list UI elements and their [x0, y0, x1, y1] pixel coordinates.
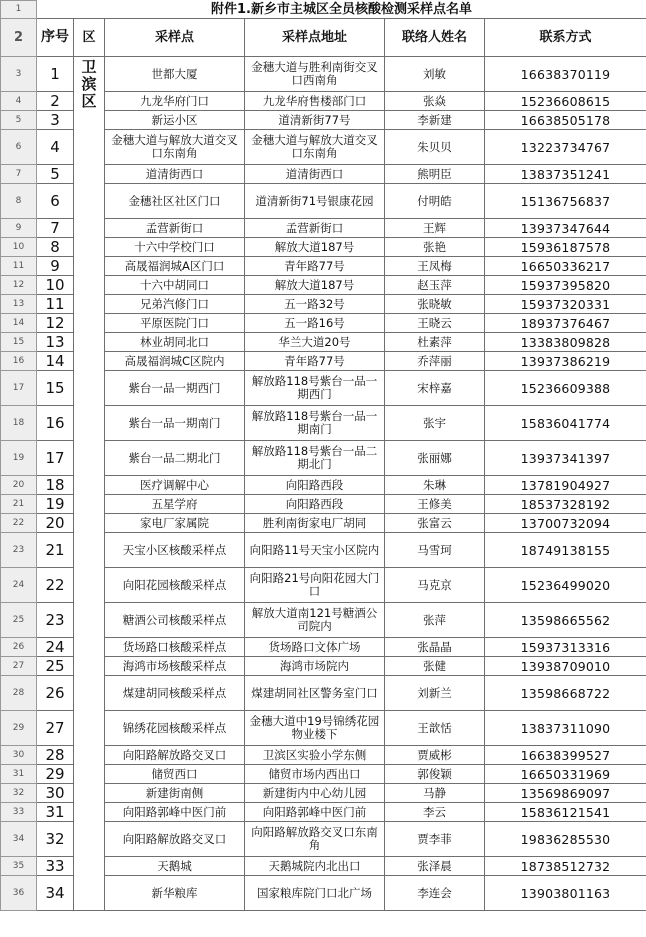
contact-cell: 王晓云	[385, 314, 485, 333]
row-number: 32	[1, 784, 37, 803]
contact-cell: 王修美	[385, 495, 485, 514]
contact-cell: 乔萍丽	[385, 352, 485, 371]
phone-cell: 18537328192	[485, 495, 646, 514]
row-number: 13	[1, 295, 37, 314]
address-cell: 海鸿市场院内	[245, 657, 385, 676]
address-cell: 向阳路郭峰中医门前	[245, 803, 385, 822]
address-cell: 青年路77号	[245, 257, 385, 276]
site-cell: 高晟福润城A区门口	[105, 257, 245, 276]
seq-cell: 7	[37, 219, 74, 238]
phone-cell: 15836121541	[485, 803, 646, 822]
contact-cell: 李新建	[385, 111, 485, 130]
site-cell: 新建街南侧	[105, 784, 245, 803]
header-seq: 序号	[37, 19, 74, 57]
seq-cell: 28	[37, 746, 74, 765]
row-number: 19	[1, 441, 37, 476]
seq-cell: 16	[37, 406, 74, 441]
row-number: 34	[1, 822, 37, 857]
contact-cell: 张宇	[385, 406, 485, 441]
seq-cell: 23	[37, 603, 74, 638]
seq-cell: 13	[37, 333, 74, 352]
seq-cell: 14	[37, 352, 74, 371]
contact-cell: 张丽娜	[385, 441, 485, 476]
contact-cell: 刘敏	[385, 57, 485, 92]
contact-cell: 熊明臣	[385, 165, 485, 184]
contact-cell: 马克京	[385, 568, 485, 603]
phone-cell: 16638370119	[485, 57, 646, 92]
site-cell: 金穗社区社区门口	[105, 184, 245, 219]
site-cell: 五星学府	[105, 495, 245, 514]
seq-cell: 8	[37, 238, 74, 257]
contact-cell: 张晶晶	[385, 638, 485, 657]
table-row	[1, 57, 646, 92]
row-number: 7	[1, 165, 37, 184]
address-cell: 向阳路解放路交叉口东南角	[245, 822, 385, 857]
site-cell: 医疗调解中心	[105, 476, 245, 495]
phone-cell: 13937341397	[485, 441, 646, 476]
row-number: 14	[1, 314, 37, 333]
header-site: 采样点	[105, 19, 245, 57]
phone-cell: 15936187578	[485, 238, 646, 257]
address-cell: 五一路16号	[245, 314, 385, 333]
phone-cell: 15937313316	[485, 638, 646, 657]
phone-cell: 15236609388	[485, 371, 646, 406]
contact-cell: 杜素萍	[385, 333, 485, 352]
address-cell: 金穗大道与解放大道交叉口东南角	[245, 130, 385, 165]
row-number: 30	[1, 746, 37, 765]
phone-cell: 13598668722	[485, 676, 646, 711]
address-cell: 道清街西口	[245, 165, 385, 184]
seq-cell: 17	[37, 441, 74, 476]
phone-cell: 19836285530	[485, 822, 646, 857]
seq-cell: 9	[37, 257, 74, 276]
seq-cell: 24	[37, 638, 74, 657]
contact-cell: 李连会	[385, 876, 485, 911]
site-cell: 糖酒公司核酸采样点	[105, 603, 245, 638]
phone-cell: 15937395820	[485, 276, 646, 295]
row-number: 1	[1, 1, 37, 19]
phone-cell: 13781904927	[485, 476, 646, 495]
row-number: 24	[1, 568, 37, 603]
address-cell: 道清新街77号	[245, 111, 385, 130]
phone-cell: 15236499020	[485, 568, 646, 603]
site-cell: 锦绣花园核酸采样点	[105, 711, 245, 746]
row-number: 16	[1, 352, 37, 371]
row-number: 15	[1, 333, 37, 352]
row-number: 10	[1, 238, 37, 257]
address-cell: 解放路118号紫台一品一期南门	[245, 406, 385, 441]
seq-cell: 29	[37, 765, 74, 784]
site-cell: 平原医院门口	[105, 314, 245, 333]
row-number: 5	[1, 111, 37, 130]
address-cell: 孟营新街口	[245, 219, 385, 238]
seq-cell: 33	[37, 857, 74, 876]
address-cell: 国家粮库院门口北广场	[245, 876, 385, 911]
row-number: 26	[1, 638, 37, 657]
contact-cell: 王凤梅	[385, 257, 485, 276]
sheet-title: 附件1.新乡市主城区全员核酸检测采样点名单	[37, 1, 646, 19]
contact-cell: 赵玉萍	[385, 276, 485, 295]
header-district: 区	[74, 19, 105, 57]
phone-cell: 15236608615	[485, 92, 646, 111]
address-cell: 卫滨区实验小学东侧	[245, 746, 385, 765]
row-number: 23	[1, 533, 37, 568]
site-cell: 海鸿市场核酸采样点	[105, 657, 245, 676]
site-cell: 储贸西口	[105, 765, 245, 784]
seq-cell: 21	[37, 533, 74, 568]
phone-cell: 13938709010	[485, 657, 646, 676]
row-number: 25	[1, 603, 37, 638]
row-number: 4	[1, 92, 37, 111]
phone-cell: 15836041774	[485, 406, 646, 441]
seq-cell: 27	[37, 711, 74, 746]
contact-cell: 张泽晨	[385, 857, 485, 876]
seq-cell: 3	[37, 111, 74, 130]
phone-cell: 16638399527	[485, 746, 646, 765]
contact-cell: 朱琳	[385, 476, 485, 495]
contact-cell: 宋梓嘉	[385, 371, 485, 406]
site-cell: 货场路口核酸采样点	[105, 638, 245, 657]
address-cell: 解放路118号紫台一品一期西门	[245, 371, 385, 406]
site-cell: 天鹅城	[105, 857, 245, 876]
row-number: 17	[1, 371, 37, 406]
row-number: 36	[1, 876, 37, 911]
header-phone: 联系方式	[485, 19, 646, 57]
phone-cell: 18738512732	[485, 857, 646, 876]
address-cell: 青年路77号	[245, 352, 385, 371]
address-cell: 向阳路西段	[245, 476, 385, 495]
district-cell: 卫滨区	[74, 57, 105, 911]
seq-cell: 34	[37, 876, 74, 911]
site-cell: 煤建胡同核酸采样点	[105, 676, 245, 711]
phone-cell: 13837311090	[485, 711, 646, 746]
contact-cell: 张健	[385, 657, 485, 676]
contact-cell: 刘新兰	[385, 676, 485, 711]
row-number: 35	[1, 857, 37, 876]
seq-cell: 5	[37, 165, 74, 184]
phone-cell: 13937386219	[485, 352, 646, 371]
site-cell: 十六中胡同口	[105, 276, 245, 295]
contact-cell: 马静	[385, 784, 485, 803]
row-number: 27	[1, 657, 37, 676]
contact-cell: 王辉	[385, 219, 485, 238]
contact-cell: 李云	[385, 803, 485, 822]
address-cell: 金穗大道中19号锦绣花园物业楼下	[245, 711, 385, 746]
site-cell: 向阳花园核酸采样点	[105, 568, 245, 603]
seq-cell: 2	[37, 92, 74, 111]
seq-cell: 10	[37, 276, 74, 295]
phone-cell: 13569869097	[485, 784, 646, 803]
seq-cell: 6	[37, 184, 74, 219]
seq-cell: 22	[37, 568, 74, 603]
contact-cell: 张富云	[385, 514, 485, 533]
address-cell: 储贸市场内西出口	[245, 765, 385, 784]
phone-cell: 13598665562	[485, 603, 646, 638]
row-number: 6	[1, 130, 37, 165]
row-number: 33	[1, 803, 37, 822]
row-number: 22	[1, 514, 37, 533]
contact-cell: 王歆恬	[385, 711, 485, 746]
phone-cell: 13903801163	[485, 876, 646, 911]
phone-cell: 15937320331	[485, 295, 646, 314]
contact-cell: 张晓敏	[385, 295, 485, 314]
seq-cell: 1	[37, 57, 74, 92]
site-cell: 家电厂家属院	[105, 514, 245, 533]
contact-cell: 付明皓	[385, 184, 485, 219]
site-cell: 高晟福润城C区院内	[105, 352, 245, 371]
site-cell: 兄弟汽修门口	[105, 295, 245, 314]
address-cell: 向阳路21号向阳花园大门口	[245, 568, 385, 603]
site-cell: 紫台一品一期西门	[105, 371, 245, 406]
contact-cell: 贾威彬	[385, 746, 485, 765]
phone-cell: 13937347644	[485, 219, 646, 238]
row-number: 8	[1, 184, 37, 219]
site-cell: 向阳路解放路交叉口	[105, 746, 245, 765]
seq-cell: 25	[37, 657, 74, 676]
site-cell: 九龙华府门口	[105, 92, 245, 111]
seq-cell: 12	[37, 314, 74, 333]
site-cell: 十六中学校门口	[105, 238, 245, 257]
phone-cell: 16650336217	[485, 257, 646, 276]
phone-cell: 16650331969	[485, 765, 646, 784]
row-number: 2	[1, 19, 37, 57]
seq-cell: 11	[37, 295, 74, 314]
site-cell: 天宝小区核酸采样点	[105, 533, 245, 568]
contact-cell: 张萍	[385, 603, 485, 638]
site-cell: 向阳路解放路交叉口	[105, 822, 245, 857]
header-contact: 联络人姓名	[385, 19, 485, 57]
contact-cell: 贾李菲	[385, 822, 485, 857]
address-cell: 解放路118号紫台一品二期北门	[245, 441, 385, 476]
seq-cell: 18	[37, 476, 74, 495]
seq-cell: 15	[37, 371, 74, 406]
address-cell: 解放大道南121号糖酒公司院内	[245, 603, 385, 638]
site-cell: 紫台一品一期南门	[105, 406, 245, 441]
address-cell: 五一路32号	[245, 295, 385, 314]
phone-cell: 18937376467	[485, 314, 646, 333]
contact-cell: 张焱	[385, 92, 485, 111]
site-cell: 向阳路郭峰中医门前	[105, 803, 245, 822]
site-cell: 道清街西口	[105, 165, 245, 184]
row-number: 12	[1, 276, 37, 295]
row-number: 20	[1, 476, 37, 495]
phone-cell: 13223734767	[485, 130, 646, 165]
site-cell: 林业胡同北口	[105, 333, 245, 352]
address-cell: 道清新街71号银康花园	[245, 184, 385, 219]
seq-cell: 4	[37, 130, 74, 165]
address-cell: 解放大道187号	[245, 276, 385, 295]
seq-cell: 26	[37, 676, 74, 711]
address-cell: 九龙华府售楼部门口	[245, 92, 385, 111]
address-cell: 新建街内中心幼儿园	[245, 784, 385, 803]
seq-cell: 20	[37, 514, 74, 533]
address-cell: 向阳路11号天宝小区院内	[245, 533, 385, 568]
row-number: 29	[1, 711, 37, 746]
address-cell: 华兰大道20号	[245, 333, 385, 352]
address-cell: 金穗大道与胜利南街交叉口西南角	[245, 57, 385, 92]
address-cell: 胜利南街家电厂胡同	[245, 514, 385, 533]
address-cell: 货场路口文体广场	[245, 638, 385, 657]
row-number: 21	[1, 495, 37, 514]
seq-cell: 30	[37, 784, 74, 803]
site-cell: 世都大厦	[105, 57, 245, 92]
site-cell: 孟营新街口	[105, 219, 245, 238]
address-cell: 向阳路西段	[245, 495, 385, 514]
site-cell: 紫台一品二期北门	[105, 441, 245, 476]
row-number: 11	[1, 257, 37, 276]
contact-cell: 张艳	[385, 238, 485, 257]
seq-cell: 32	[37, 822, 74, 857]
address-cell: 天鹅城院内北出口	[245, 857, 385, 876]
row-number: 31	[1, 765, 37, 784]
row-number: 18	[1, 406, 37, 441]
site-cell: 金穗大道与解放大道交叉口东南角	[105, 130, 245, 165]
phone-cell: 15136756837	[485, 184, 646, 219]
phone-cell: 13700732094	[485, 514, 646, 533]
seq-cell: 19	[37, 495, 74, 514]
phone-cell: 13383809828	[485, 333, 646, 352]
phone-cell: 13837351241	[485, 165, 646, 184]
phone-cell: 16638505178	[485, 111, 646, 130]
row-number: 28	[1, 676, 37, 711]
contact-cell: 朱贝贝	[385, 130, 485, 165]
header-row	[1, 19, 646, 57]
address-cell: 煤建胡同社区警务室门口	[245, 676, 385, 711]
address-cell: 解放大道187号	[245, 238, 385, 257]
seq-cell: 31	[37, 803, 74, 822]
site-cell: 新运小区	[105, 111, 245, 130]
contact-cell: 郭俊颖	[385, 765, 485, 784]
row-number: 3	[1, 57, 37, 92]
phone-cell: 18749138155	[485, 533, 646, 568]
header-address: 采样点地址	[245, 19, 385, 57]
row-number: 9	[1, 219, 37, 238]
title-row	[1, 1, 646, 19]
contact-cell: 马雪珂	[385, 533, 485, 568]
site-cell: 新华粮库	[105, 876, 245, 911]
